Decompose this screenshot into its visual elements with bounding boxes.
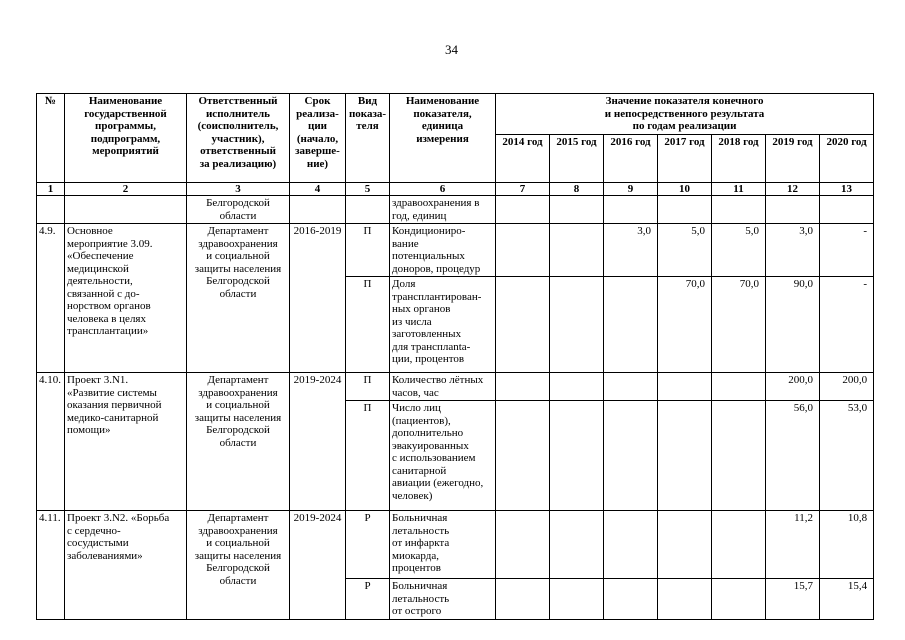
value-2019: 200,0 bbox=[766, 373, 820, 401]
indicators-table bbox=[36, 93, 874, 620]
header-year-2019: 2019 год bbox=[766, 134, 820, 182]
executor-cell: Департамент здравоохранения и социальной защиты населения Белгородской области bbox=[187, 224, 290, 373]
period-cell: 2016-2019 bbox=[290, 224, 346, 373]
column-number: 10 bbox=[658, 182, 712, 196]
header-year-2014: 2014 год bbox=[496, 134, 550, 182]
executor-cell: Департамент здравоохранения и социальной защиты населения Белгородской области bbox=[187, 373, 290, 511]
column-number: 3 bbox=[187, 182, 290, 196]
period-cell: 2019-2024 bbox=[290, 373, 346, 511]
value-2020: 200,0 bbox=[820, 373, 874, 401]
row-number: 4.10. bbox=[37, 373, 65, 511]
program-name-cell: Проект 3.N2. «Борьба с сердечно- сосудистыми заболеваниями» bbox=[65, 511, 187, 620]
column-number: 2 bbox=[65, 182, 187, 196]
header-year-2015: 2015 год bbox=[550, 134, 604, 182]
value-2020: - bbox=[820, 277, 874, 373]
program-name-cell: Проект 3.N1. «Развитие системы оказания первичной медико-санитарной помощи» bbox=[65, 373, 187, 511]
row-number: 4.9. bbox=[37, 224, 65, 373]
column-number-row bbox=[37, 182, 874, 196]
header-year-2016: 2016 год bbox=[604, 134, 658, 182]
header-row bbox=[37, 94, 874, 135]
value-2018: 70,0 bbox=[712, 277, 766, 373]
indicator-cell: Количество лётных часов, час bbox=[390, 373, 496, 401]
header-year-2018: 2018 год bbox=[712, 134, 766, 182]
value-2020: - bbox=[820, 224, 874, 277]
value-2019: 56,0 bbox=[766, 401, 820, 511]
executor-cell: Белгородской области bbox=[187, 196, 290, 224]
indicator-type-cell: П bbox=[346, 373, 390, 401]
table-row bbox=[37, 511, 874, 579]
indicator-cell: Кондициониро- вание потенциальных доноров, процедур bbox=[390, 224, 496, 277]
column-number: 6 bbox=[390, 182, 496, 196]
header-period: Срок реализа- ции (начало, заверше- ние) bbox=[290, 94, 346, 183]
indicator-cell: Больничная летальность от инфаркта миокарда, процентов bbox=[390, 511, 496, 579]
header-indicator-type: Вид показа- теля bbox=[346, 94, 390, 183]
column-number: 5 bbox=[346, 182, 390, 196]
value-2019: 90,0 bbox=[766, 277, 820, 373]
column-number: 8 bbox=[550, 182, 604, 196]
value-2017: 5,0 bbox=[658, 224, 712, 277]
value-2020: 53,0 bbox=[820, 401, 874, 511]
program-name-cell: Основное мероприятие 3.09. «Обеспечение медицинской деятельности, связанной с до- норством органов человека в целях трансплантации» bbox=[65, 224, 187, 373]
table-row bbox=[37, 373, 874, 401]
header-year-2017: 2017 год bbox=[658, 134, 712, 182]
column-number: 9 bbox=[604, 182, 658, 196]
indicator-cell: Число лиц (пациентов), дополнительно эвакуированных с использованием санитарной авиации (ежегодно, человек) bbox=[390, 401, 496, 511]
value-2020: 10,8 bbox=[820, 511, 874, 579]
column-number: 4 bbox=[290, 182, 346, 196]
value-2020: 15,4 bbox=[820, 579, 874, 620]
value-2019: 15,7 bbox=[766, 579, 820, 620]
indicator-type-cell: Р bbox=[346, 579, 390, 620]
value-2018: 5,0 bbox=[712, 224, 766, 277]
column-number: 11 bbox=[712, 182, 766, 196]
indicator-cell: Доля трансплантирован- ных органов из числа заготовленных для трансплanta- ции, процентов bbox=[390, 277, 496, 373]
header-executor: Ответственный исполнитель (соисполнитель, участник), ответственный за реализацию) bbox=[187, 94, 290, 183]
header-num: № bbox=[37, 94, 65, 183]
executor-cell: Департамент здравоохранения и социальной защиты населения Белгородской области bbox=[187, 511, 290, 620]
table-row bbox=[37, 196, 874, 224]
value-2019: 11,2 bbox=[766, 511, 820, 579]
indicator-type-cell: П bbox=[346, 401, 390, 511]
indicator-type-cell: П bbox=[346, 277, 390, 373]
indicator-type-cell: Р bbox=[346, 511, 390, 579]
value-2016: 3,0 bbox=[604, 224, 658, 277]
header-indicator-name: Наименование показателя, единица измерения bbox=[390, 94, 496, 183]
column-number: 13 bbox=[820, 182, 874, 196]
period-cell: 2019-2024 bbox=[290, 511, 346, 620]
column-number: 12 bbox=[766, 182, 820, 196]
indicator-cell: здравоохранения в год, единиц bbox=[390, 196, 496, 224]
indicator-type-cell: П bbox=[346, 224, 390, 277]
header-year-2020: 2020 год bbox=[820, 134, 874, 182]
column-number: 1 bbox=[37, 182, 65, 196]
header-value-group: Значение показателя конечного и непосредственного результата по годам реализации bbox=[496, 94, 874, 135]
value-2017: 70,0 bbox=[658, 277, 712, 373]
indicator-cell: Больничная летальность от острого bbox=[390, 579, 496, 620]
header-program-name: Наименование государственной программы, подпрограмм, мероприятий bbox=[65, 94, 187, 183]
column-number: 7 bbox=[496, 182, 550, 196]
row-number: 4.11. bbox=[37, 511, 65, 620]
table-row bbox=[37, 224, 874, 277]
page-number: 34 bbox=[445, 42, 458, 57]
value-2019: 3,0 bbox=[766, 224, 820, 277]
